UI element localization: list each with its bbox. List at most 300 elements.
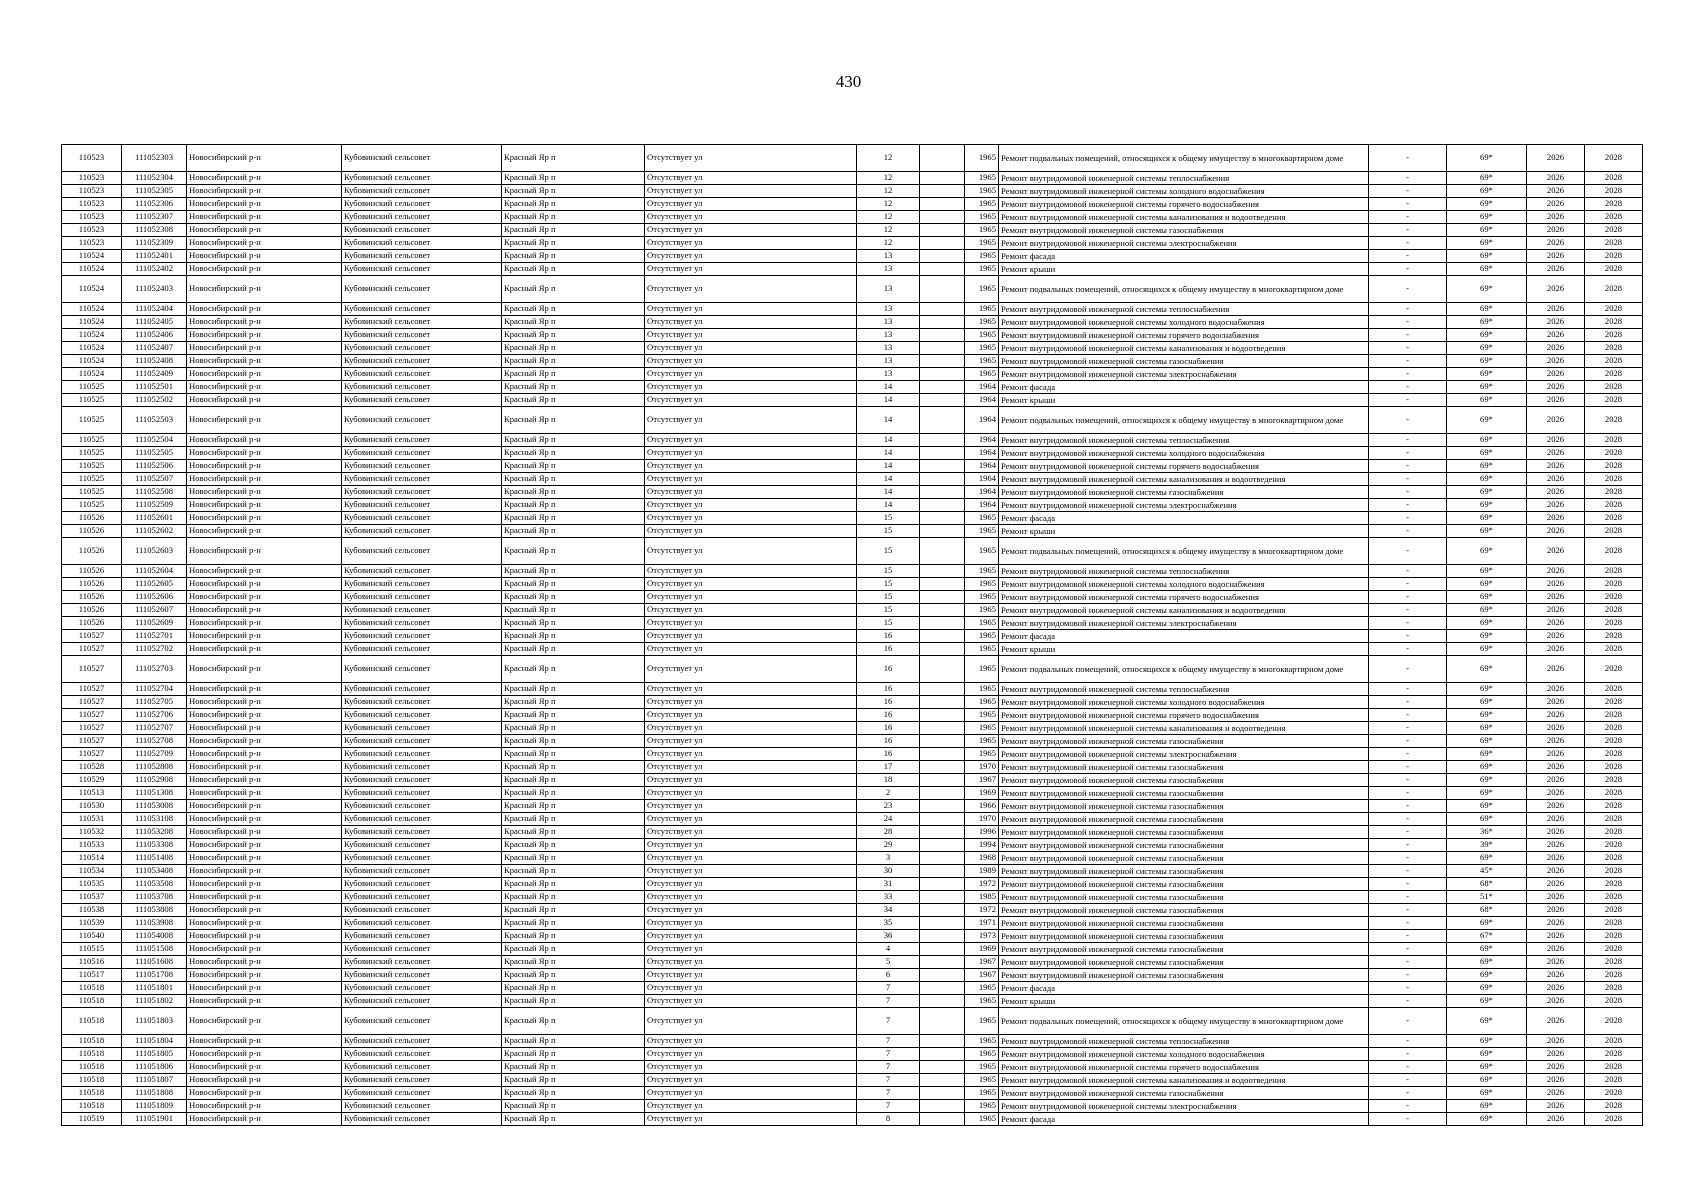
cell-street: Отсутствует ул [645, 617, 857, 630]
cell-start-year: 2026 [1527, 709, 1585, 722]
cell-start-year: 2026 [1527, 1035, 1585, 1048]
cell-year-built: 1965 [965, 276, 999, 303]
table-row [62, 683, 1643, 696]
table-row [62, 774, 1643, 787]
cell-settlement: Красный Яр п [502, 198, 645, 211]
cell-end-year: 2028 [1585, 787, 1643, 800]
cell-street: Отсутствует ул [645, 982, 857, 995]
cell-value: 69* [1447, 813, 1527, 826]
cell-settlement: Красный Яр п [502, 1074, 645, 1087]
cell-work-id: 111052402 [122, 263, 187, 276]
cell-start-year: 2026 [1527, 473, 1585, 486]
cell-dash: - [1369, 1008, 1447, 1035]
cell-municipality: Кубовинский сельсовет [342, 368, 502, 381]
table-body [62, 145, 1643, 1126]
cell-house-id: 110537 [62, 891, 122, 904]
cell-dash: - [1369, 839, 1447, 852]
cell-work-type: Ремонт внутридомовой инженерной системы газоснабжения [999, 224, 1369, 237]
cell-end-year: 2028 [1585, 969, 1643, 982]
cell-building [920, 735, 965, 748]
cell-building [920, 709, 965, 722]
cell-house-number: 12 [857, 198, 920, 211]
cell-year-built: 1965 [965, 329, 999, 342]
cell-district: Новосибирский р-н [187, 250, 342, 263]
cell-value: 69* [1447, 709, 1527, 722]
table-row [62, 145, 1643, 172]
cell-street: Отсутствует ул [645, 276, 857, 303]
cell-house-id: 110532 [62, 826, 122, 839]
cell-house-id: 110524 [62, 342, 122, 355]
cell-dash: - [1369, 722, 1447, 735]
cell-building [920, 198, 965, 211]
cell-work-id: 111052609 [122, 617, 187, 630]
cell-municipality: Кубовинский сельсовет [342, 1048, 502, 1061]
cell-work-type: Ремонт внутридомовой инженерной системы канализования и водоотведения [999, 722, 1369, 735]
cell-house-id: 110525 [62, 460, 122, 473]
cell-work-id: 111052604 [122, 565, 187, 578]
cell-municipality: Кубовинский сельсовет [342, 512, 502, 525]
cell-dash: - [1369, 198, 1447, 211]
cell-street: Отсутствует ул [645, 237, 857, 250]
cell-end-year: 2028 [1585, 852, 1643, 865]
cell-municipality: Кубовинский сельсовет [342, 329, 502, 342]
cell-street: Отсутствует ул [645, 342, 857, 355]
cell-municipality: Кубовинский сельсовет [342, 250, 502, 263]
cell-street: Отсутствует ул [645, 604, 857, 617]
cell-work-type: Ремонт крыши [999, 995, 1369, 1008]
cell-settlement: Красный Яр п [502, 852, 645, 865]
table-row [62, 486, 1643, 499]
cell-year-built: 1965 [965, 368, 999, 381]
cell-work-type: Ремонт внутридомовой инженерной системы горячего водоснабжения [999, 591, 1369, 604]
cell-dash: - [1369, 865, 1447, 878]
cell-street: Отсутствует ул [645, 460, 857, 473]
table-row [62, 1100, 1643, 1113]
cell-work-type: Ремонт внутридомовой инженерной системы газоснабжения [999, 355, 1369, 368]
cell-building [920, 852, 965, 865]
cell-house-id: 110527 [62, 683, 122, 696]
cell-street: Отсутствует ул [645, 486, 857, 499]
cell-district: Новосибирский р-н [187, 263, 342, 276]
cell-municipality: Кубовинский сельсовет [342, 930, 502, 943]
cell-house-id: 110526 [62, 604, 122, 617]
cell-year-built: 1965 [965, 748, 999, 761]
cell-end-year: 2028 [1585, 368, 1643, 381]
table-row [62, 1061, 1643, 1074]
cell-settlement: Красный Яр п [502, 878, 645, 891]
cell-municipality: Кубовинский сельсовет [342, 683, 502, 696]
cell-year-built: 1965 [965, 982, 999, 995]
cell-house-id: 110527 [62, 643, 122, 656]
cell-work-id: 111051805 [122, 1048, 187, 1061]
cell-dash: - [1369, 787, 1447, 800]
cell-dash: - [1369, 224, 1447, 237]
cell-dash: - [1369, 604, 1447, 617]
cell-street: Отсутствует ул [645, 995, 857, 1008]
cell-municipality: Кубовинский сельсовет [342, 486, 502, 499]
cell-settlement: Красный Яр п [502, 656, 645, 683]
cell-street: Отсутствует ул [645, 852, 857, 865]
cell-end-year: 2028 [1585, 316, 1643, 329]
cell-start-year: 2026 [1527, 394, 1585, 407]
cell-house-id: 110527 [62, 748, 122, 761]
cell-settlement: Красный Яр п [502, 1113, 645, 1126]
table-row [62, 381, 1643, 394]
cell-year-built: 1965 [965, 656, 999, 683]
cell-street: Отсутствует ул [645, 407, 857, 434]
cell-district: Новосибирский р-н [187, 709, 342, 722]
cell-settlement: Красный Яр п [502, 499, 645, 512]
cell-work-type: Ремонт внутридомовой инженерной системы газоснабжения [999, 839, 1369, 852]
cell-value: 69* [1447, 787, 1527, 800]
cell-building [920, 473, 965, 486]
cell-work-type: Ремонт внутридомовой инженерной системы теплоснабжения [999, 565, 1369, 578]
cell-municipality: Кубовинский сельсовет [342, 787, 502, 800]
cell-work-id: 111052501 [122, 381, 187, 394]
cell-year-built: 1969 [965, 787, 999, 800]
cell-work-id: 111053308 [122, 839, 187, 852]
cell-district: Новосибирский р-н [187, 172, 342, 185]
cell-municipality: Кубовинский сельсовет [342, 604, 502, 617]
cell-end-year: 2028 [1585, 995, 1643, 1008]
cell-dash: - [1369, 852, 1447, 865]
table-row [62, 512, 1643, 525]
cell-end-year: 2028 [1585, 381, 1643, 394]
cell-work-type: Ремонт крыши [999, 394, 1369, 407]
cell-house-number: 7 [857, 1008, 920, 1035]
cell-house-number: 8 [857, 1113, 920, 1126]
cell-municipality: Кубовинский сельсовет [342, 224, 502, 237]
cell-work-type: Ремонт крыши [999, 643, 1369, 656]
cell-street: Отсутствует ул [645, 381, 857, 394]
cell-dash: - [1369, 512, 1447, 525]
table-row [62, 368, 1643, 381]
cell-municipality: Кубовинский сельсовет [342, 355, 502, 368]
cell-house-number: 15 [857, 591, 920, 604]
cell-dash: - [1369, 394, 1447, 407]
table-row [62, 982, 1643, 995]
cell-year-built: 1964 [965, 460, 999, 473]
cell-street: Отсутствует ул [645, 591, 857, 604]
cell-municipality: Кубовинский сельсовет [342, 617, 502, 630]
cell-building [920, 368, 965, 381]
cell-work-type: Ремонт внутридомовой инженерной системы теплоснабжения [999, 1035, 1369, 1048]
cell-start-year: 2026 [1527, 329, 1585, 342]
cell-municipality: Кубовинский сельсовет [342, 276, 502, 303]
cell-settlement: Красный Яр п [502, 930, 645, 943]
cell-building [920, 578, 965, 591]
cell-municipality: Кубовинский сельсовет [342, 578, 502, 591]
cell-start-year: 2026 [1527, 748, 1585, 761]
cell-value: 69* [1447, 224, 1527, 237]
cell-settlement: Красный Яр п [502, 434, 645, 447]
cell-value: 69* [1447, 1087, 1527, 1100]
cell-house-number: 36 [857, 930, 920, 943]
cell-house-id: 110525 [62, 447, 122, 460]
cell-dash: - [1369, 316, 1447, 329]
cell-district: Новосибирский р-н [187, 303, 342, 316]
cell-house-id: 110518 [62, 995, 122, 1008]
cell-work-id: 111052704 [122, 683, 187, 696]
cell-building [920, 303, 965, 316]
cell-value: 69* [1447, 852, 1527, 865]
cell-work-id: 111052404 [122, 303, 187, 316]
cell-dash: - [1369, 891, 1447, 904]
cell-dash: - [1369, 826, 1447, 839]
cell-dash: - [1369, 211, 1447, 224]
cell-settlement: Красный Яр п [502, 316, 645, 329]
cell-value: 69* [1447, 604, 1527, 617]
cell-street: Отсутствует ул [645, 826, 857, 839]
cell-street: Отсутствует ул [645, 447, 857, 460]
cell-start-year: 2026 [1527, 145, 1585, 172]
cell-house-id: 110529 [62, 774, 122, 787]
cell-year-built: 1973 [965, 930, 999, 943]
cell-settlement: Красный Яр п [502, 250, 645, 263]
cell-work-type: Ремонт внутридомовой инженерной системы канализования и водоотведения [999, 1074, 1369, 1087]
cell-year-built: 1989 [965, 865, 999, 878]
cell-house-number: 12 [857, 145, 920, 172]
cell-end-year: 2028 [1585, 1008, 1643, 1035]
cell-value: 69* [1447, 735, 1527, 748]
cell-end-year: 2028 [1585, 878, 1643, 891]
cell-house-number: 34 [857, 904, 920, 917]
cell-building [920, 591, 965, 604]
cell-building [920, 565, 965, 578]
table-row [62, 696, 1643, 709]
cell-house-number: 14 [857, 394, 920, 407]
cell-street: Отсутствует ул [645, 761, 857, 774]
cell-end-year: 2028 [1585, 1087, 1643, 1100]
table-row [62, 224, 1643, 237]
cell-start-year: 2026 [1527, 956, 1585, 969]
cell-building [920, 276, 965, 303]
cell-building [920, 224, 965, 237]
cell-work-id: 111052708 [122, 735, 187, 748]
cell-work-type: Ремонт внутридомовой инженерной системы газоснабжения [999, 956, 1369, 969]
cell-value: 69* [1447, 198, 1527, 211]
cell-district: Новосибирский р-н [187, 276, 342, 303]
cell-year-built: 1965 [965, 1087, 999, 1100]
cell-settlement: Красный Яр п [502, 969, 645, 982]
cell-street: Отсутствует ул [645, 800, 857, 813]
cell-year-built: 1965 [965, 263, 999, 276]
cell-district: Новосибирский р-н [187, 630, 342, 643]
cell-district: Новосибирский р-н [187, 198, 342, 211]
cell-work-type: Ремонт внутридомовой инженерной системы газоснабжения [999, 826, 1369, 839]
cell-end-year: 2028 [1585, 709, 1643, 722]
cell-start-year: 2026 [1527, 722, 1585, 735]
cell-year-built: 1965 [965, 1113, 999, 1126]
cell-house-number: 15 [857, 512, 920, 525]
cell-value: 69* [1447, 250, 1527, 263]
cell-district: Новосибирский р-н [187, 826, 342, 839]
cell-building [920, 1100, 965, 1113]
cell-value: 69* [1447, 1035, 1527, 1048]
cell-house-id: 110526 [62, 525, 122, 538]
cell-end-year: 2028 [1585, 943, 1643, 956]
cell-house-id: 110515 [62, 943, 122, 956]
cell-year-built: 1965 [965, 722, 999, 735]
cell-dash: - [1369, 303, 1447, 316]
cell-street: Отсутствует ул [645, 813, 857, 826]
cell-house-number: 16 [857, 656, 920, 683]
cell-building [920, 1035, 965, 1048]
cell-work-id: 111052908 [122, 774, 187, 787]
cell-building [920, 748, 965, 761]
cell-dash: - [1369, 656, 1447, 683]
cell-district: Новосибирский р-н [187, 355, 342, 368]
cell-value: 69* [1447, 394, 1527, 407]
cell-house-id: 110525 [62, 434, 122, 447]
cell-year-built: 1965 [965, 578, 999, 591]
cell-municipality: Кубовинский сельсовет [342, 565, 502, 578]
cell-work-id: 111052505 [122, 447, 187, 460]
cell-year-built: 1965 [965, 185, 999, 198]
cell-start-year: 2026 [1527, 1008, 1585, 1035]
cell-house-id: 110518 [62, 1061, 122, 1074]
cell-year-built: 1966 [965, 800, 999, 813]
cell-work-type: Ремонт внутридомовой инженерной системы теплоснабжения [999, 303, 1369, 316]
cell-district: Новосибирский р-н [187, 969, 342, 982]
cell-house-id: 110526 [62, 538, 122, 565]
cell-house-id: 110524 [62, 316, 122, 329]
cell-work-id: 111052502 [122, 394, 187, 407]
cell-year-built: 1965 [965, 211, 999, 224]
cell-end-year: 2028 [1585, 211, 1643, 224]
cell-value: 69* [1447, 185, 1527, 198]
cell-work-type: Ремонт крыши [999, 263, 1369, 276]
cell-start-year: 2026 [1527, 852, 1585, 865]
cell-house-number: 15 [857, 538, 920, 565]
cell-start-year: 2026 [1527, 499, 1585, 512]
cell-work-id: 111052601 [122, 512, 187, 525]
table-row [62, 329, 1643, 342]
cell-building [920, 1048, 965, 1061]
table-row [62, 538, 1643, 565]
cell-district: Новосибирский р-н [187, 656, 342, 683]
cell-work-type: Ремонт внутридомовой инженерной системы газоснабжения [999, 813, 1369, 826]
cell-building [920, 1113, 965, 1126]
cell-house-id: 110526 [62, 578, 122, 591]
cell-work-id: 111051807 [122, 1074, 187, 1087]
cell-street: Отсутствует ул [645, 250, 857, 263]
cell-work-type: Ремонт внутридомовой инженерной системы газоснабжения [999, 917, 1369, 930]
cell-dash: - [1369, 342, 1447, 355]
cell-end-year: 2028 [1585, 434, 1643, 447]
cell-dash: - [1369, 538, 1447, 565]
cell-building [920, 630, 965, 643]
cell-building [920, 145, 965, 172]
cell-house-id: 110526 [62, 565, 122, 578]
cell-municipality: Кубовинский сельсовет [342, 198, 502, 211]
cell-house-id: 110518 [62, 1087, 122, 1100]
cell-house-number: 13 [857, 355, 920, 368]
cell-work-type: Ремонт фасада [999, 630, 1369, 643]
cell-end-year: 2028 [1585, 761, 1643, 774]
cell-settlement: Красный Яр п [502, 486, 645, 499]
cell-house-number: 4 [857, 943, 920, 956]
cell-end-year: 2028 [1585, 329, 1643, 342]
cell-street: Отсутствует ул [645, 722, 857, 735]
cell-settlement: Красный Яр п [502, 943, 645, 956]
cell-street: Отсутствует ул [645, 434, 857, 447]
cell-settlement: Красный Яр п [502, 643, 645, 656]
cell-building [920, 407, 965, 434]
cell-start-year: 2026 [1527, 237, 1585, 250]
cell-building [920, 460, 965, 473]
cell-work-type: Ремонт внутридомовой инженерной системы канализования и водоотведения [999, 342, 1369, 355]
cell-settlement: Красный Яр п [502, 342, 645, 355]
cell-dash: - [1369, 499, 1447, 512]
cell-work-type: Ремонт внутридомовой инженерной системы горячего водоснабжения [999, 329, 1369, 342]
cell-year-built: 1964 [965, 499, 999, 512]
cell-building [920, 969, 965, 982]
cell-work-type: Ремонт подвальных помещений, относящихся к общему имуществу в многоквартирном доме [999, 145, 1369, 172]
cell-year-built: 1967 [965, 956, 999, 969]
cell-value: 69* [1447, 683, 1527, 696]
cell-house-id: 110525 [62, 499, 122, 512]
cell-house-number: 14 [857, 407, 920, 434]
cell-year-built: 1965 [965, 303, 999, 316]
cell-dash: - [1369, 709, 1447, 722]
cell-building [920, 787, 965, 800]
cell-building [920, 1061, 965, 1074]
cell-settlement: Красный Яр п [502, 1087, 645, 1100]
cell-dash: - [1369, 434, 1447, 447]
cell-work-type: Ремонт подвальных помещений, относящихся к общему имуществу в многоквартирном доме [999, 407, 1369, 434]
cell-value: 69* [1447, 342, 1527, 355]
cell-house-id: 110516 [62, 956, 122, 969]
cell-value: 69* [1447, 696, 1527, 709]
cell-district: Новосибирский р-н [187, 891, 342, 904]
cell-dash: - [1369, 617, 1447, 630]
cell-start-year: 2026 [1527, 787, 1585, 800]
cell-street: Отсутствует ул [645, 355, 857, 368]
cell-dash: - [1369, 917, 1447, 930]
cell-start-year: 2026 [1527, 891, 1585, 904]
cell-start-year: 2026 [1527, 930, 1585, 943]
cell-end-year: 2028 [1585, 1074, 1643, 1087]
cell-value: 69* [1447, 656, 1527, 683]
cell-value: 69* [1447, 145, 1527, 172]
cell-municipality: Кубовинский сельсовет [342, 943, 502, 956]
cell-house-number: 7 [857, 1061, 920, 1074]
cell-end-year: 2028 [1585, 565, 1643, 578]
cell-street: Отсутствует ул [645, 696, 857, 709]
cell-value: 69* [1447, 303, 1527, 316]
cell-start-year: 2026 [1527, 211, 1585, 224]
cell-municipality: Кубовинский сельсовет [342, 303, 502, 316]
cell-district: Новосибирский р-н [187, 211, 342, 224]
table-row [62, 237, 1643, 250]
cell-year-built: 1965 [965, 342, 999, 355]
cell-end-year: 2028 [1585, 643, 1643, 656]
cell-district: Новосибирский р-н [187, 930, 342, 943]
cell-end-year: 2028 [1585, 355, 1643, 368]
cell-house-id: 110524 [62, 303, 122, 316]
cell-work-type: Ремонт фасада [999, 1113, 1369, 1126]
cell-dash: - [1369, 943, 1447, 956]
table-row [62, 276, 1643, 303]
cell-work-type: Ремонт подвальных помещений, относящихся к общему имуществу в многоквартирном доме [999, 538, 1369, 565]
cell-work-type: Ремонт внутридомовой инженерной системы газоснабжения [999, 774, 1369, 787]
cell-end-year: 2028 [1585, 696, 1643, 709]
table-row [62, 643, 1643, 656]
cell-dash: - [1369, 185, 1447, 198]
cell-end-year: 2028 [1585, 460, 1643, 473]
table-row [62, 630, 1643, 643]
